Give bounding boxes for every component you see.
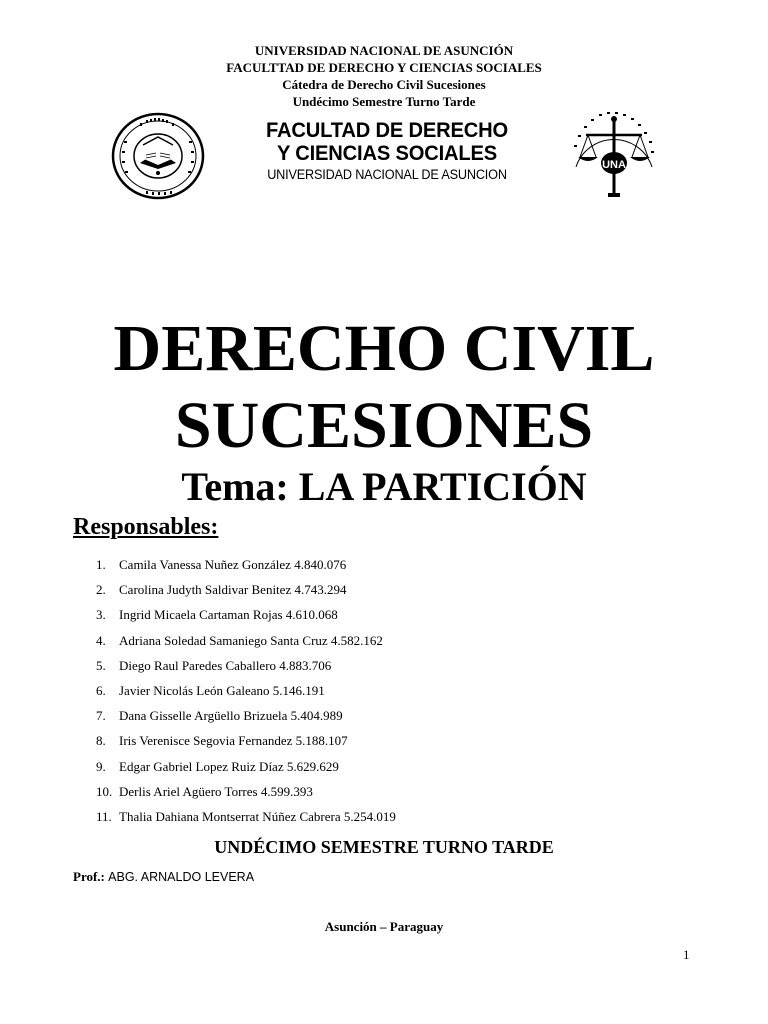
list-item-number: 11. [96,808,112,824]
list-item-text: Dana Gisselle Argüello Brizuela 5.404.989 [119,708,343,724]
semester-heading: UNDÉCIMO SEMESTRE TURNO TARDE [214,837,554,857]
list-item-number: 4. [96,632,106,648]
semester-shift: Undécimo Semestre Turno Tarde [292,94,476,109]
list-item-number: 10. [96,783,113,799]
list-item [96,556,396,581]
page-number: 1 [683,947,690,962]
list-item-text: Adriana Soledad Samaniego Santa Cruz 4.582.162 [119,632,383,648]
list-item-number: 1. [96,557,106,572]
list-item [96,657,396,682]
scales-of-justice-emblem-icon [564,105,664,201]
faculty-logo-line1: FACULTAD DE DERECHO [265,119,509,142]
professor-label: Prof.: [73,869,105,884]
list-item-text: Derlis Ariel Agüero Torres 4.599.393 [119,783,313,799]
list-item-text: Carolina Judyth Saldivar Benitez 4.743.294 [119,582,347,598]
university-name: UNIVERSIDAD NACIONAL DE ASUNCIÓN [254,43,514,58]
list-item-number: 3. [96,607,106,623]
list-item [96,707,396,732]
topic-heading: Tema: LA PARTICIÓN [181,464,587,509]
list-item-text: Javier Nicolás León Galeano 5.146.191 [119,682,325,698]
course-name: Cátedra de Derecho Civil Sucesiones [282,77,486,92]
list-item-number: 9. [96,758,106,774]
faculty-logo [252,119,522,183]
list-item-number: 2. [96,582,106,598]
university-seal-icon [110,111,206,201]
list-item [96,632,396,657]
list-item [96,732,396,757]
professor-name: ABG. ARNALDO LEVERA [108,870,255,884]
list-item [96,808,396,833]
responsables-heading: Responsables: [73,514,219,540]
list-item-text: Edgar Gabriel Lopez Ruiz Díaz 5.629.629 [119,758,339,774]
list-item [96,606,396,631]
list-item [96,682,396,707]
document-title-line1: DERECHO CIVIL [113,312,655,385]
document-title-line2: SUCESIONES [174,389,594,462]
list-item-number: 6. [96,682,106,698]
faculty-logo-line2: Y CIENCIAS SOCIALES [276,142,498,165]
list-item [96,758,396,783]
logos-row [0,105,768,205]
list-item-text: Camila Vanessa Nuñez González 4.840.076 [119,557,347,572]
list-item-text: Ingrid Micaela Cartaman Rojas 4.610.068 [119,607,338,623]
list-item-text: Iris Verenisce Segovia Fernandez 5.188.107 [119,733,348,749]
list-item-number: 5. [96,657,106,673]
list-item-number: 7. [96,708,106,724]
list-item-text: Thalia Dahiana Montserrat Núñez Cabrera 5.254.019 [119,808,396,824]
place-line: Asunción – Paraguay [324,919,444,934]
professor-line [73,868,254,886]
list-item [96,581,396,606]
svg-text:UNA: UNA [602,159,626,171]
list-item [96,783,396,808]
list-item-number: 8. [96,733,106,749]
faculty-name: FACULTTAD DE DERECHO Y CIENCIAS SOCIALES [226,60,542,75]
member-list [96,556,396,833]
list-item-text: Diego Raul Paredes Caballero 4.883.706 [119,657,332,673]
faculty-logo-line3: UNIVERSIDAD NACIONAL DE ASUNCION [267,167,507,182]
